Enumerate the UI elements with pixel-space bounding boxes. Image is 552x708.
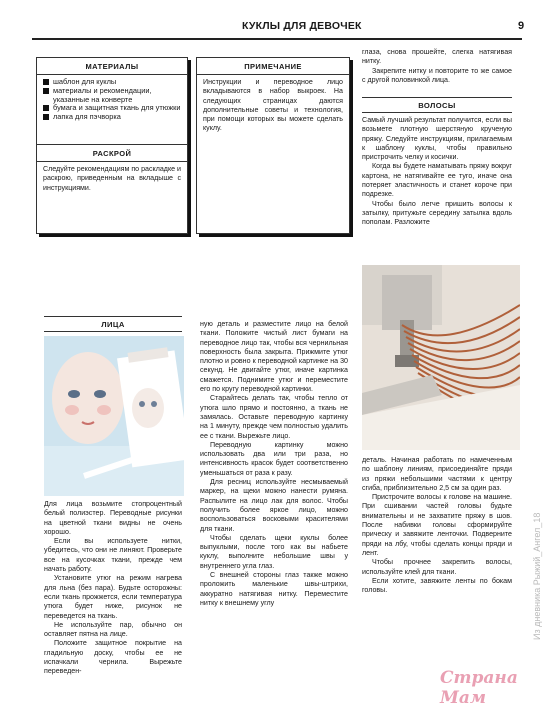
cutting-text: Следуйте рекомендациям по раскладке и раскрою, приведенным на вкладыше с инструкциями. bbox=[43, 164, 182, 192]
cutting-title: РАСКРОЙ bbox=[92, 148, 132, 158]
page-header-title: КУКЛЫ ДЛЯ ДЕВОЧЕК bbox=[242, 20, 362, 32]
hair-rule bbox=[362, 97, 512, 98]
bullet-icon bbox=[43, 88, 49, 94]
materials-item: лапка для пэчворка bbox=[43, 113, 181, 122]
doll-face-photo bbox=[44, 336, 184, 496]
right-top-text: глаза, снова прошейте, слегка натягивая нитку. Закрепите нитку и повторите то же самое с другой половинкой лица. bbox=[362, 48, 512, 84]
materials-list bbox=[37, 78, 187, 122]
materials-title: МАТЕРИАЛЫ bbox=[85, 62, 139, 71]
faces-title: ЛИЦА bbox=[101, 320, 125, 329]
hair-title: ВОЛОСЫ bbox=[418, 101, 456, 110]
header-rule bbox=[32, 38, 522, 40]
page-number: 9 bbox=[518, 20, 525, 32]
bullet-icon bbox=[43, 105, 49, 111]
hair-rule bbox=[362, 112, 512, 113]
bullet-icon bbox=[43, 114, 49, 120]
materials-item: материалы и рекомендации, указанные на конверте bbox=[43, 87, 181, 105]
faces-rule bbox=[44, 316, 182, 317]
sewing-photo bbox=[362, 265, 520, 450]
note-title: ПРИМЕЧАНИЕ bbox=[244, 62, 302, 71]
note-text: Инструкции и переводное лицо вкладываются в набор выкроек. На следующих страницах даются дополнительные советы и технология, при помощи которых вы можете сделать куклу. bbox=[203, 78, 343, 133]
materials-item: шаблон для куклы bbox=[43, 78, 181, 87]
materials-item: бумага и защитная ткань для утюжки bbox=[43, 104, 181, 113]
hair-text-continued: деталь. Начиная работать по намеченным по шаблону линиям, присоединяйте пряди из пряжи небольшими частями к центру сгиба, приблизительно 2,5 см за один раз. Пристрочите волосы к голове на машине. При сшивании частей головы будьте внимательны и не захватите пряжу в шов. После набивки головы сформируйте прическу и завяжите ленточки. Подверните пряди на лбу, чтобы сделать концы пряди и лент. Чтобы прочнее закрепить волосы, используйте клей для ткани. Если хотите, завяжите ленты по бокам головы. bbox=[362, 456, 512, 595]
watermark-site: Страна Мам bbox=[440, 668, 518, 708]
faces-rule bbox=[44, 331, 182, 332]
hair-text: Самый лучший результат получится, если вы возьмете плотную шерстяную крученую пряжу. Следуйте инструкциям, прилагаемым к шаблону куклы, чтобы правильно пристрочить челку и косички. Когда вы будете наматывать пряжу вокруг картона, не натягивайте ее туго, иначе она потеряет эластичность и станет короче при подрезке. Чтобы было легче пришить волосы к затылку, притужьте середину затылка вдоль пополам. Разложите bbox=[362, 116, 512, 227]
faces-left-text: Для лица возьмите стопроцентный белый полиэстер. Переводные рисунки на цветной ткани видны не очень хорошо. Если вы используете нитки, убедитесь, что они не линяют. Проверьте все на кусочках ткани, прежде чем начать работу. Установите утюг на режим нагрева для льна (без пара). Будьте осторожны: если ткань прожжется, если температура утюга будет ниже, рисунок не переведется на ткань. Не используйте пар, обычно он оставляет пятна на лице. Положите защитное покрытие на гладильную доску, чтобы ее не испачкали чернила. Вырежьте переведен- bbox=[44, 500, 182, 676]
bullet-icon bbox=[43, 79, 49, 85]
faces-middle-text: ную деталь и разместите лицо на белой ткани. Положите чистый лист бумаги на переводное лицо так, чтобы вся чернильная поверхность была закрыта. Прижмите утюг плотно и ровно к переводной картинке на 30 секунд. Не двигайте утюг, иначе картинка смажется. Поднимите утюг и переместите его по кругу переводной картинки. Старайтесь делать так, чтобы тепло от утюга шло прямо и постоянно, а ткань не замялась. Оставьте переводную картинку на 1 минуту, прежде чем полностью удалить ее с ткани. Вырежьте лицо. Переводную картинку можно использовать два или три раза, но интенсивность красок будет соответственно уменьшаться от раза к разу. Для ресниц используйте несмываемый маркер, на щеки можно нанести румяна. Распылите на лицо лак для волос. Чтобы получить более яркое лицо, можно воспользоваться восковыми красителями для ткани. Чтобы сделать щеки куклы более выпуклыми, после того как вы набьете куклу, выполните небольшие швы у внутреннего угла глаз. С внешней стороны глаз также можно проложить маленькие швы-штрихи, аккуратно натягивая нитку. Переместите нитку к внешнему углу bbox=[200, 320, 348, 607]
note-box bbox=[196, 57, 350, 234]
materials-box bbox=[36, 57, 188, 234]
